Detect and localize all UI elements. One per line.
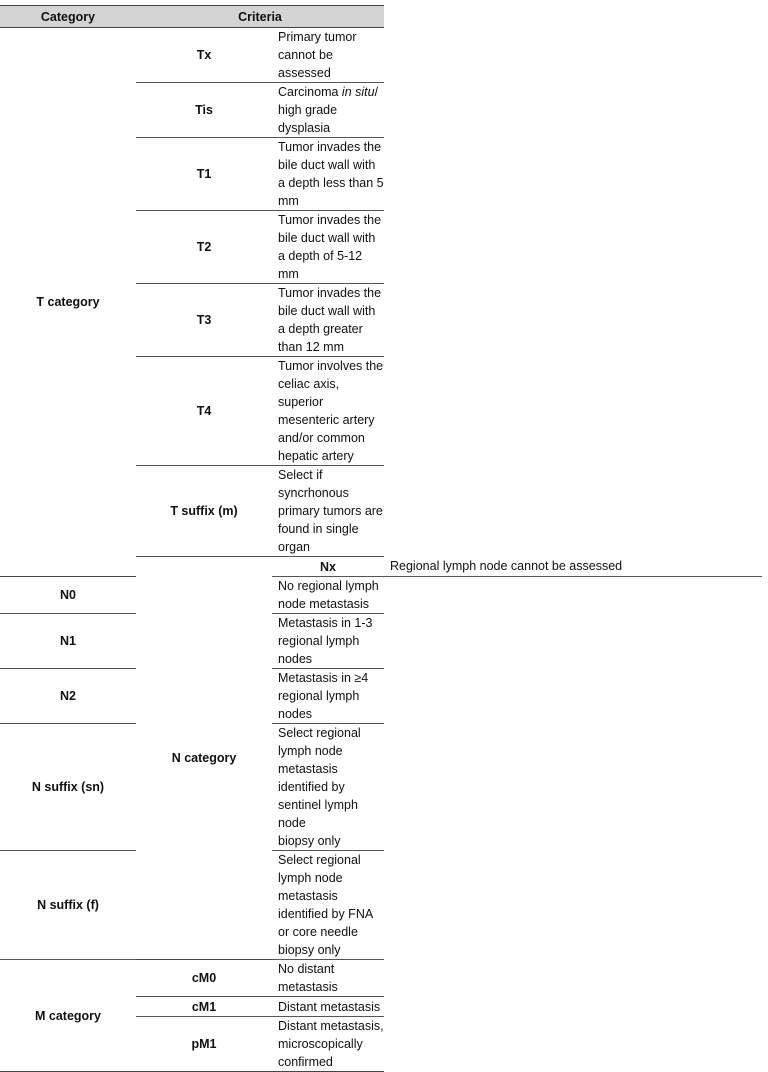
row-criteria: Regional lymph node cannot be assessed xyxy=(384,557,762,577)
row-code: N0 xyxy=(0,577,136,614)
row-code: pM1 xyxy=(136,1017,272,1072)
table-row xyxy=(0,28,762,83)
criteria-italic-text: in situ xyxy=(341,85,375,99)
criteria-line: biopsy only xyxy=(278,834,341,848)
criteria-text: / high grade dysplasia xyxy=(278,85,379,135)
criteria-line: Select regional lymph node metastasis identified by sentinel lymph node xyxy=(278,726,361,830)
row-criteria: Distant metastasis, microscopically confirmed xyxy=(272,1017,384,1072)
row-code: T3 xyxy=(136,284,272,357)
row-code: N2 xyxy=(0,669,136,724)
table-row xyxy=(0,724,762,851)
row-criteria: Metastasis in ≥4 regional lymph nodes xyxy=(272,669,384,724)
header-category: Category xyxy=(0,6,136,28)
row-criteria: Tumor invades the bile duct wall with a depth less than 5 mm xyxy=(272,138,384,211)
row-criteria: No regional lymph node metastasis xyxy=(272,577,384,614)
row-code: T2 xyxy=(136,211,272,284)
row-code: cM0 xyxy=(136,960,272,997)
criteria-line: or core needle biopsy only xyxy=(278,925,358,957)
row-code: N suffix (f) xyxy=(0,851,136,960)
row-criteria: Primary tumor cannot be assessed xyxy=(272,28,384,83)
category-label-m: M category xyxy=(0,960,136,1072)
row-code: Tis xyxy=(136,83,272,138)
criteria-line: Tumor involves the celiac axis, superior mesenteric artery xyxy=(278,359,384,427)
row-code: T suffix (m) xyxy=(136,466,272,557)
row-code: T4 xyxy=(136,357,272,466)
row-code: Tx xyxy=(136,28,272,83)
table-row xyxy=(0,851,762,960)
tnm-staging-table xyxy=(0,5,762,1072)
row-criteria: Tumor invades the bile duct wall with a depth greater than 12 mm xyxy=(272,284,384,357)
table-row xyxy=(0,614,762,669)
category-label-n: N category xyxy=(136,557,272,960)
criteria-line: Select regional lymph node metastasis identified by FNA xyxy=(278,853,374,921)
row-criteria: Tumor invades the bile duct wall with a depth of 5-12 mm xyxy=(272,211,384,284)
row-criteria xyxy=(272,851,384,960)
category-label-t: T category xyxy=(0,28,136,577)
row-code: T1 xyxy=(136,138,272,211)
row-criteria: Distant metastasis xyxy=(272,997,384,1017)
criteria-line: and/or common hepatic artery xyxy=(278,431,365,463)
row-criteria xyxy=(272,724,384,851)
row-code: Nx xyxy=(272,557,384,577)
header-row xyxy=(0,6,762,28)
row-criteria xyxy=(272,83,384,138)
table-row xyxy=(0,960,762,997)
table-row xyxy=(0,669,762,724)
row-criteria: No distant metastasis xyxy=(272,960,384,997)
row-code: N suffix (sn) xyxy=(0,724,136,851)
row-code: N1 xyxy=(0,614,136,669)
row-criteria xyxy=(272,357,384,466)
row-criteria: Select if syncrhonous primary tumors are found in single organ xyxy=(272,466,384,557)
header-criteria: Criteria xyxy=(136,6,384,28)
row-code: cM1 xyxy=(136,997,272,1017)
row-criteria: Metastasis in 1-3 regional lymph nodes xyxy=(272,614,384,669)
criteria-text: Carcinoma xyxy=(278,85,342,99)
table-row xyxy=(0,577,762,614)
